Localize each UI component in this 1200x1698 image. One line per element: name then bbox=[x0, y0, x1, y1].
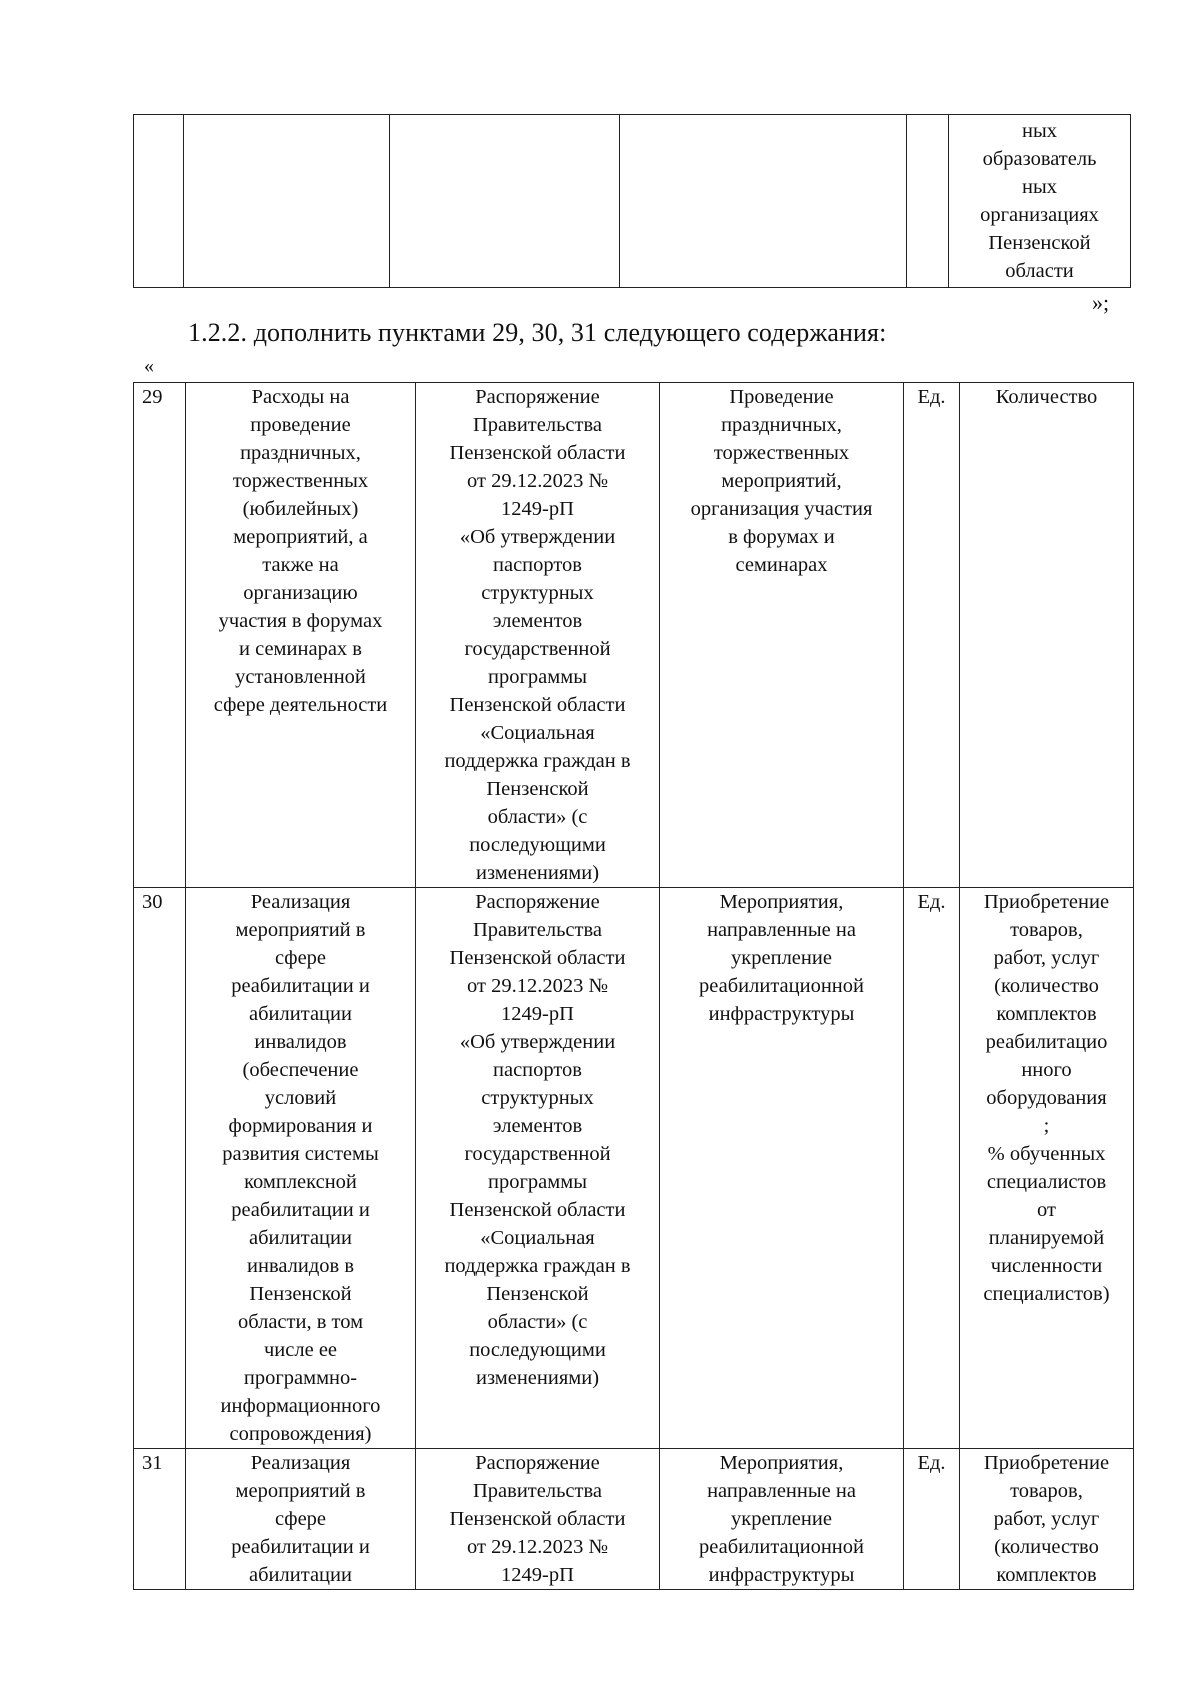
table-row bbox=[134, 1449, 1134, 1590]
continuation-table bbox=[133, 114, 1131, 288]
closing-quote: »; bbox=[1092, 290, 1110, 315]
expense-name-cell: Реализация мероприятий в сфере реабилитации и абилитации bbox=[186, 1449, 416, 1590]
table-cell bbox=[390, 115, 620, 288]
table-cell bbox=[184, 115, 390, 288]
row-number: 30 bbox=[134, 888, 186, 1449]
amendment-table bbox=[133, 382, 1134, 1590]
indicator-cell: Приобретение товаров, работ, услуг (количество комплектов bbox=[960, 1449, 1134, 1590]
table-row bbox=[134, 888, 1134, 1449]
row-number: 29 bbox=[134, 383, 186, 888]
unit-cell: Ед. bbox=[904, 383, 960, 888]
activity-cell: Мероприятия, направленные на укрепление реабилитационной инфраструктуры bbox=[660, 1449, 904, 1590]
indicator-cell: ных образователь ных организациях Пензенской области bbox=[949, 115, 1131, 288]
activity-cell: Мероприятия, направленные на укрепление реабилитационной инфраструктуры bbox=[660, 888, 904, 1449]
indicator-cell: Приобретение товаров, работ, услуг (количество комплектов реабилитацио нного оборудования ; % обученных специалистов от планируемой численности специалистов) bbox=[960, 888, 1134, 1449]
expense-name-cell: Реализация мероприятий в сфере реабилитации и абилитации инвалидов (обеспечение условий формирования и развития системы комплексной реабилитации и абилитации инвалидов в Пензенской области, в том числе ее программно- информационного сопровождения) bbox=[186, 888, 416, 1449]
indicator-cell: Количество bbox=[960, 383, 1134, 888]
table-row bbox=[134, 383, 1134, 888]
activity-cell: Проведение праздничных, торжественных мероприятий, организация участия в форумах и семинарах bbox=[660, 383, 904, 888]
unit-cell: Ед. bbox=[904, 888, 960, 1449]
table-row bbox=[134, 115, 1131, 288]
table-cell bbox=[134, 115, 184, 288]
amendment-paragraph: 1.2.2. дополнить пунктами 29, 30, 31 следующего содержания: bbox=[188, 318, 887, 347]
table-cell bbox=[620, 115, 907, 288]
legal-basis-cell: Распоряжение Правительства Пензенской области от 29.12.2023 № 1249-рП «Об утверждении паспортов структурных элементов государственной программы Пензенской области «Социальная поддержка граждан в Пензенской области» (с последующими изменениями) bbox=[416, 888, 660, 1449]
row-number: 31 bbox=[134, 1449, 186, 1590]
expense-name-cell: Расходы на проведение праздничных, торжественных (юбилейных) мероприятий, а также на организацию участия в форумах и семинарах в установленной сфере деятельности bbox=[186, 383, 416, 888]
unit-cell: Ед. bbox=[904, 1449, 960, 1590]
legal-basis-cell: Распоряжение Правительства Пензенской области от 29.12.2023 № 1249-рП «Об утверждении паспортов структурных элементов государственной программы Пензенской области «Социальная поддержка граждан в Пензенской области» (с последующими изменениями) bbox=[416, 383, 660, 888]
opening-quote: « bbox=[144, 355, 154, 377]
table-cell bbox=[907, 115, 949, 288]
legal-basis-cell: Распоряжение Правительства Пензенской области от 29.12.2023 № 1249-рП bbox=[416, 1449, 660, 1590]
